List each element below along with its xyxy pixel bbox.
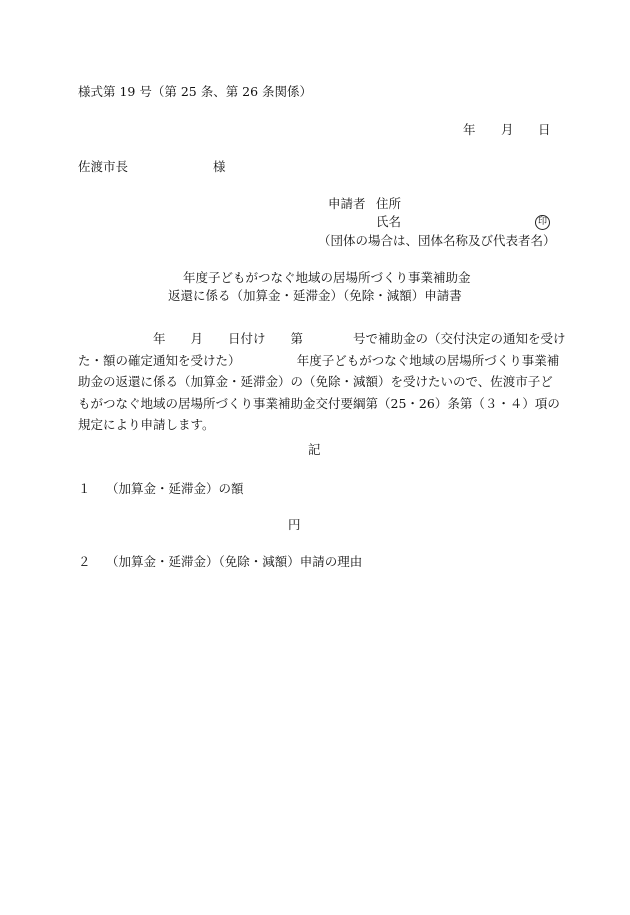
applicant-label: 申請者 xyxy=(328,196,366,211)
body-paragraph xyxy=(78,328,566,436)
date-month: 月 xyxy=(501,122,514,137)
addressee-name: 佐渡市長 xyxy=(78,159,129,174)
item-number: ２ xyxy=(78,554,91,569)
title-line-2: 返還に係る（加算金・延滞金）（免除・減額）申請書 xyxy=(168,288,462,303)
body-line: 助金の返還に係る（加算金・延滞金）の（免除・減額）を受けたいので、佐渡市子ど xyxy=(78,374,553,389)
applicant-note: （団体の場合は、団体名称及び代表者名） xyxy=(318,233,556,248)
form-number: 様式第 19 号（第 25 条、第 26 条関係） xyxy=(78,84,313,99)
date-day: 日 xyxy=(538,122,551,137)
body-line: た・額の確定通知を受けた） 年度子どもがつなぐ地域の居場所づくり事業補 xyxy=(78,352,560,368)
item-label: （加算金・延滞金）の額 xyxy=(106,481,244,496)
addressee-honorific: 様 xyxy=(213,159,226,174)
address-label: 住所 xyxy=(376,196,402,211)
body-line: 規定により申請します。 xyxy=(78,417,215,432)
body-line: 年 月 日付け 第 号で補助金の（交付決定の通知を受け xyxy=(78,331,566,346)
amount-unit: 円 xyxy=(288,517,301,532)
ki-heading: 記 xyxy=(308,442,321,457)
name-label: 氏名 xyxy=(376,214,402,229)
body-line: もがつなぐ地域の居場所づくり事業補助金交付要綱第（25・26）条第（３・４）項の xyxy=(78,395,560,411)
title-line-1: 年度子どもがつなぐ地域の居場所づくり事業補助金 xyxy=(183,270,471,285)
seal-icon: 印 xyxy=(535,215,550,230)
item-label: （加算金・延滞金）（免除・減額）申請の理由 xyxy=(106,554,363,569)
date-year: 年 xyxy=(463,122,476,137)
item-number: １ xyxy=(78,481,91,496)
